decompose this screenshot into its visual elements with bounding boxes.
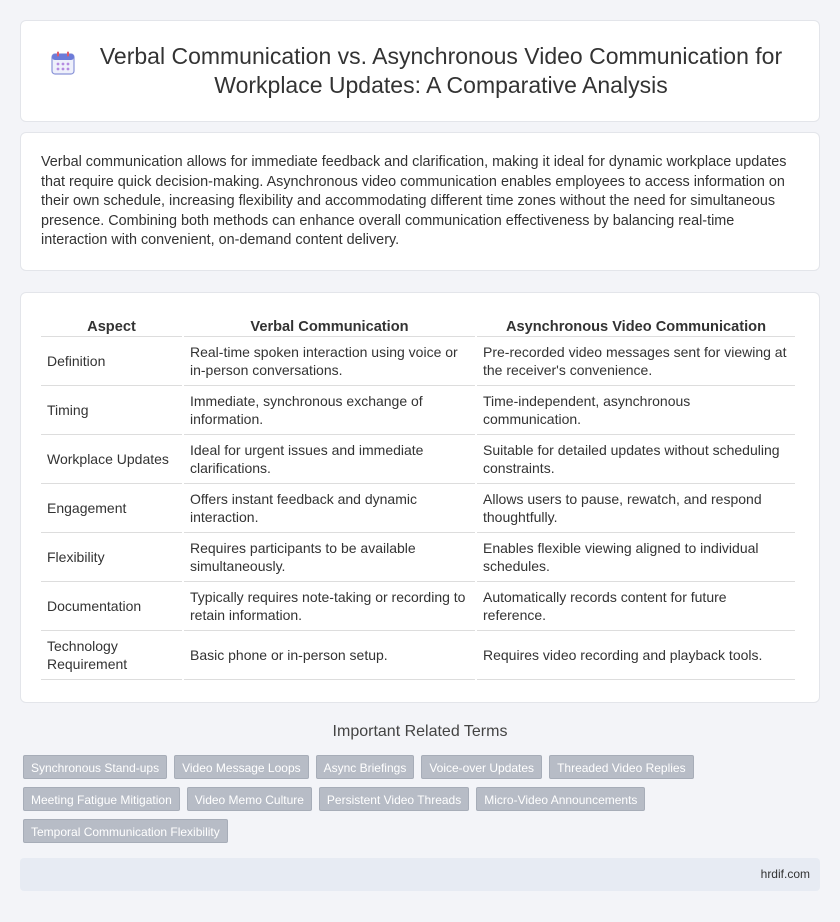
row-async-video: Suitable for detailed updates without scheduling constraints. xyxy=(477,435,795,484)
related-term-tag[interactable]: Temporal Communication Flexibility xyxy=(23,819,228,843)
table-row xyxy=(41,582,795,631)
page-title: Verbal Communication vs. Asynchronous Video Communication for Workplace Updates: A Comparative Analysis xyxy=(99,43,783,98)
related-terms-title: Important Related Terms xyxy=(332,723,508,740)
table-row xyxy=(41,533,795,582)
related-term-tag[interactable]: Synchronous Stand-ups xyxy=(23,755,167,779)
table-row xyxy=(41,631,795,680)
header-aspect: Aspect xyxy=(41,313,182,337)
row-verbal: Requires participants to be available simultaneously. xyxy=(184,533,475,582)
row-verbal: Offers instant feedback and dynamic interaction. xyxy=(184,484,475,533)
row-async-video: Enables flexible viewing aligned to individual schedules. xyxy=(477,533,795,582)
footer-site-link[interactable]: hrdif.com xyxy=(760,867,810,881)
related-term-tag[interactable]: Threaded Video Replies xyxy=(549,755,694,779)
title-card xyxy=(20,20,820,122)
related-term-tag[interactable]: Async Briefings xyxy=(316,755,415,779)
row-async-video: Time-independent, asynchronous communication. xyxy=(477,386,795,435)
comparison-card xyxy=(20,292,820,703)
related-term-tag[interactable]: Video Message Loops xyxy=(174,755,309,779)
row-aspect: Documentation xyxy=(41,582,182,631)
row-verbal: Immediate, synchronous exchange of information. xyxy=(184,386,475,435)
related-term-tag[interactable]: Video Memo Culture xyxy=(187,787,312,811)
row-aspect: Workplace Updates xyxy=(41,435,182,484)
row-verbal: Basic phone or in-person setup. xyxy=(184,631,475,680)
related-term-tag[interactable]: Meeting Fatigue Mitigation xyxy=(23,787,180,811)
table-header-row xyxy=(41,313,795,337)
related-terms-list xyxy=(23,755,813,851)
row-verbal: Typically requires note-taking or recording to retain information. xyxy=(184,582,475,631)
comparison-table xyxy=(39,313,797,680)
row-aspect: Technology Requirement xyxy=(41,631,182,680)
intro-paragraph: Verbal communication allows for immediate feedback and clarification, making it ideal for dynamic workplace updates that require quick decision-making. Asynchronous video communication enables employees to access information on their own schedule, increasing flexibility and accommodating different time zones without the need for simultaneous presence. Combining both methods can enhance overall communication effectiveness by balancing real-time interaction with convenient, on-demand content delivery. xyxy=(41,154,787,249)
row-aspect: Engagement xyxy=(41,484,182,533)
row-async-video: Requires video recording and playback tools. xyxy=(477,631,795,680)
table-row xyxy=(41,386,795,435)
row-async-video: Allows users to pause, rewatch, and respond thoughtfully. xyxy=(477,484,795,533)
row-aspect: Timing xyxy=(41,386,182,435)
row-async-video: Automatically records content for future reference. xyxy=(477,582,795,631)
related-term-tag[interactable]: Voice-over Updates xyxy=(421,755,542,779)
row-aspect: Definition xyxy=(41,337,182,386)
related-term-tag[interactable]: Persistent Video Threads xyxy=(319,787,469,811)
intro-card xyxy=(20,132,820,271)
row-verbal: Ideal for urgent issues and immediate clarifications. xyxy=(184,435,475,484)
row-verbal: Real-time spoken interaction using voice or in-person conversations. xyxy=(184,337,475,386)
footer xyxy=(20,858,820,891)
table-row xyxy=(41,435,795,484)
table-row xyxy=(41,484,795,533)
header-verbal: Verbal Communication xyxy=(184,313,475,337)
row-aspect: Flexibility xyxy=(41,533,182,582)
row-async-video: Pre-recorded video messages sent for viewing at the receiver's convenience. xyxy=(477,337,795,386)
calendar-icon xyxy=(50,50,76,76)
table-row xyxy=(41,337,795,386)
header-async-video: Asynchronous Video Communication xyxy=(477,313,795,337)
related-term-tag[interactable]: Micro-Video Announcements xyxy=(476,787,645,811)
